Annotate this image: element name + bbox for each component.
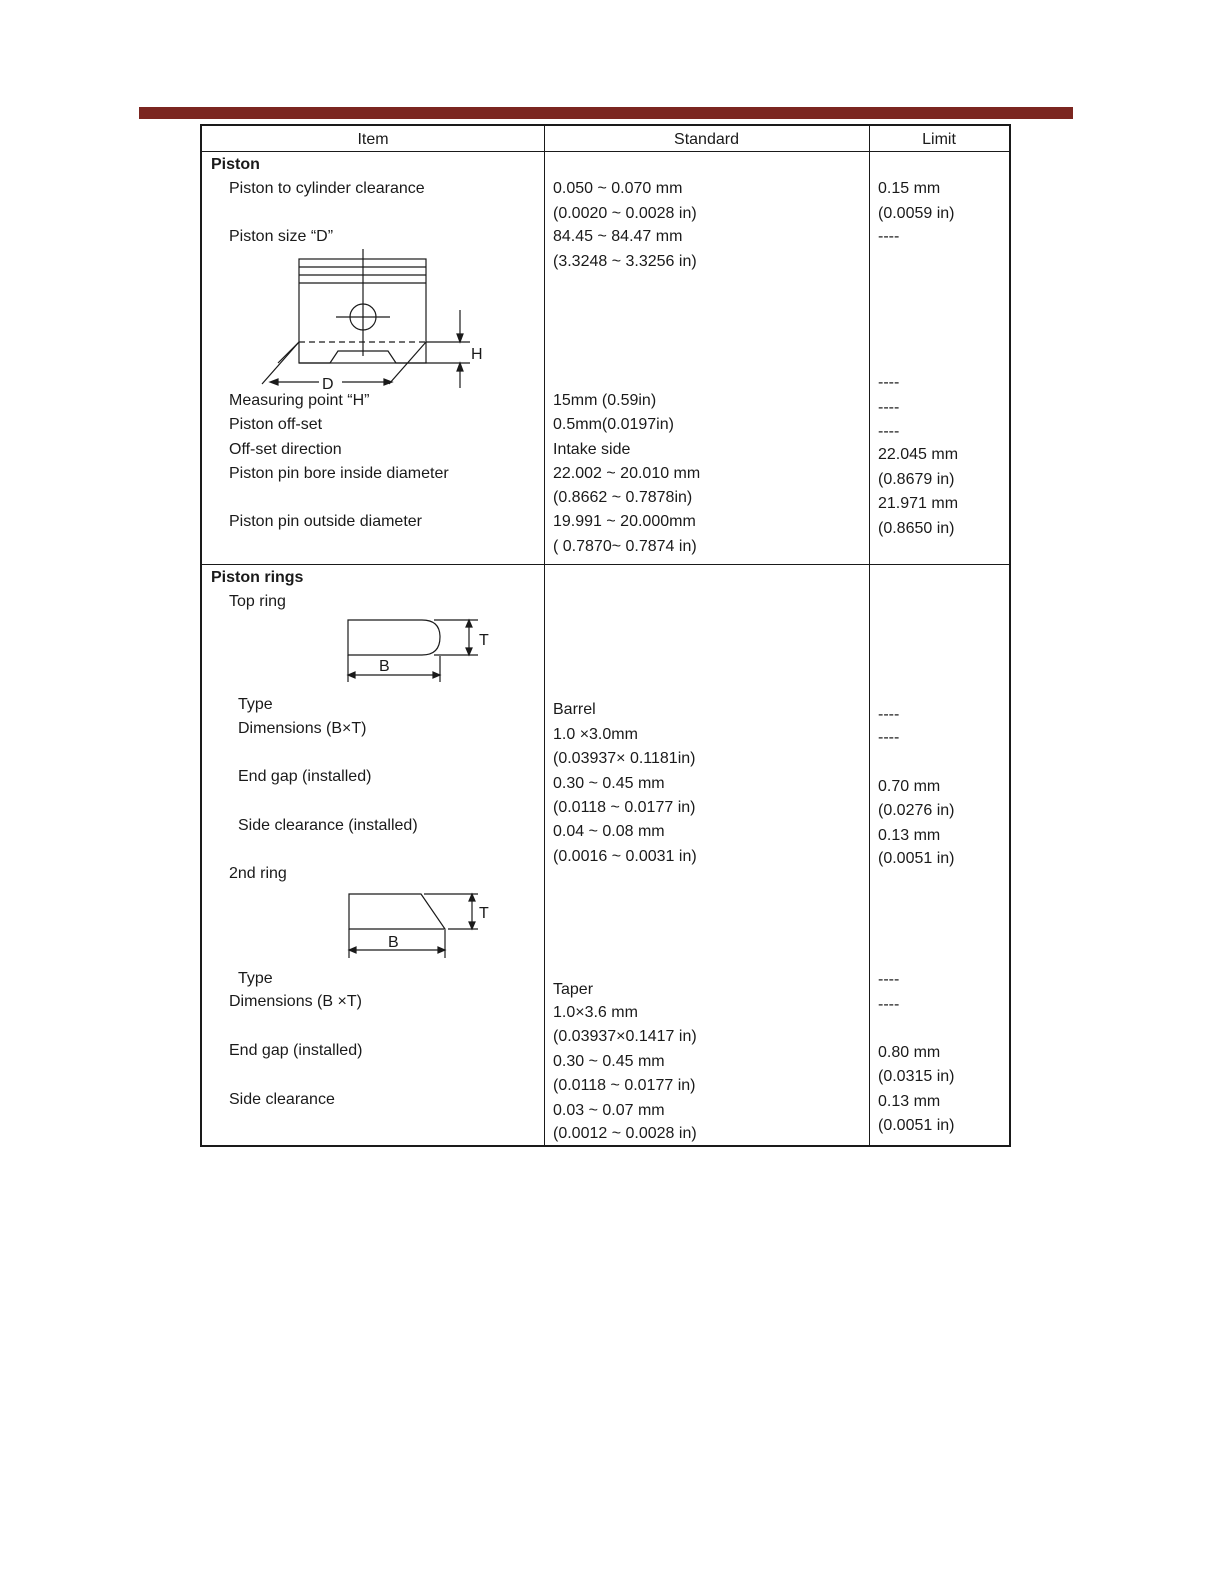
limit-pin-bore-in: (0.8679 in) [878,471,955,488]
limit-second-ring-endgap-mm: 0.80 mm [878,1044,941,1061]
limit-piston-offset: ---- [878,399,900,416]
label-piston-clearance: Piston to cylinder clearance [229,180,425,197]
limit-top-ring-side-mm: 0.13 mm [878,827,941,844]
specifications-table [200,124,1011,1147]
label-top-ring-side: Side clearance (installed) [238,817,418,834]
limit-piston-size: ---- [878,228,900,245]
std-top-ring-type: Barrel [553,701,596,718]
std-second-ring-dims-in: (0.03937×0.1417 in) [553,1028,697,1045]
second-ring-label-t: T [479,905,489,922]
std-piston-offset: 0.5mm(0.0197in) [553,416,674,433]
label-top-ring-endgap: End gap (installed) [238,768,372,785]
column-divider-standard-limit [869,126,870,1145]
label-second-ring-type: Type [238,970,273,987]
limit-second-ring-side-mm: 0.13 mm [878,1093,941,1110]
std-top-ring-side-in: (0.0016 ~ 0.0031 in) [553,848,697,865]
label-top-ring-dims: Dimensions (B×T) [238,720,367,737]
header-item: Item [357,131,389,148]
label-piston-offset: Piston off-set [229,416,323,433]
label-pin-bore: Piston pin bore inside diameter [229,465,449,482]
std-pin-bore-in: (0.8662 ~ 0.7878in) [553,489,693,506]
std-second-ring-endgap-in: (0.0118 ~ 0.0177 in) [553,1077,696,1094]
std-piston-clearance-mm: 0.050 ~ 0.070 mm [553,180,683,197]
std-second-ring-side-mm: 0.03 ~ 0.07 mm [553,1102,665,1119]
std-piston-size-in: (3.3248 ~ 3.3256 in) [553,253,697,270]
label-pin-outside: Piston pin outside diameter [229,513,422,530]
limit-top-ring-side-in: (0.0051 in) [878,850,955,867]
section-title-piston: Piston [211,156,260,173]
header-standard: Standard [674,131,739,148]
label-second-ring-side: Side clearance [229,1091,335,1108]
second-ring-diagram [202,126,542,1026]
limit-second-ring-side-in: (0.0051 in) [878,1117,955,1134]
std-piston-clearance-in: (0.0020 ~ 0.0028 in) [553,205,697,222]
std-top-ring-endgap-in: (0.0118 ~ 0.0177 in) [553,799,696,816]
limit-pin-bore-mm: 22.045 mm [878,446,959,463]
diagram-label-d: D [322,376,334,393]
std-measuring-point: 15mm (0.59in) [553,392,657,409]
limit-piston-clearance-in: (0.0059 in) [878,205,955,222]
header-limit: Limit [922,131,956,148]
limit-top-ring-endgap-in: (0.0276 in) [878,802,955,819]
std-second-ring-endgap-mm: 0.30 ~ 0.45 mm [553,1053,665,1070]
std-second-ring-type: Taper [553,981,594,998]
label-second-ring-dims: Dimensions (B ×T) [229,993,362,1010]
label-piston-size: Piston size “D” [229,228,334,245]
label-second-ring: 2nd ring [229,865,287,882]
limit-top-ring-endgap-mm: 0.70 mm [878,778,941,795]
std-pin-outside-mm: 19.991 ~ 20.000mm [553,513,696,530]
std-top-ring-dims-in: (0.03937× 0.1181in) [553,750,696,767]
std-top-ring-endgap-mm: 0.30 ~ 0.45 mm [553,775,665,792]
std-second-ring-dims-mm: 1.0×3.6 mm [553,1004,638,1021]
label-measuring-point: Measuring point “H” [229,392,370,409]
limit-offset-direction: ---- [878,423,900,440]
label-second-ring-endgap: End gap (installed) [229,1042,363,1059]
limit-top-ring-dims: ---- [878,729,900,746]
std-pin-bore-mm: 22.002 ~ 20.010 mm [553,465,701,482]
label-top-ring: Top ring [229,593,286,610]
column-divider-item-standard [544,126,545,1145]
top-ring-label-t: T [479,632,489,649]
limit-second-ring-endgap-in: (0.0315 in) [878,1068,955,1085]
std-piston-size-mm: 84.45 ~ 84.47 mm [553,228,683,245]
diagram-label-h: H [471,346,483,363]
limit-second-ring-dims: ---- [878,996,900,1013]
limit-measuring-point: ---- [878,374,900,391]
std-offset-direction: Intake side [553,441,631,458]
label-offset-direction: Off-set direction [229,441,342,458]
std-top-ring-dims-mm: 1.0 ×3.0mm [553,726,638,743]
std-second-ring-side-in: (0.0012 ~ 0.0028 in) [553,1125,697,1142]
section-title-piston-rings: Piston rings [211,569,304,586]
label-top-ring-type: Type [238,696,273,713]
top-ring-label-b: B [379,658,390,675]
limit-pin-outside-in: (0.8650 in) [878,520,955,537]
second-ring-label-b: B [388,934,399,951]
limit-pin-outside-mm: 21.971 mm [878,495,959,512]
std-pin-outside-in: ( 0.7870~ 0.7874 in) [553,538,697,555]
limit-top-ring-type: ---- [878,706,900,723]
std-top-ring-side-mm: 0.04 ~ 0.08 mm [553,823,665,840]
header-decorative-bar [139,107,1073,119]
limit-piston-clearance-mm: 0.15 mm [878,180,941,197]
limit-second-ring-type: ---- [878,971,900,988]
